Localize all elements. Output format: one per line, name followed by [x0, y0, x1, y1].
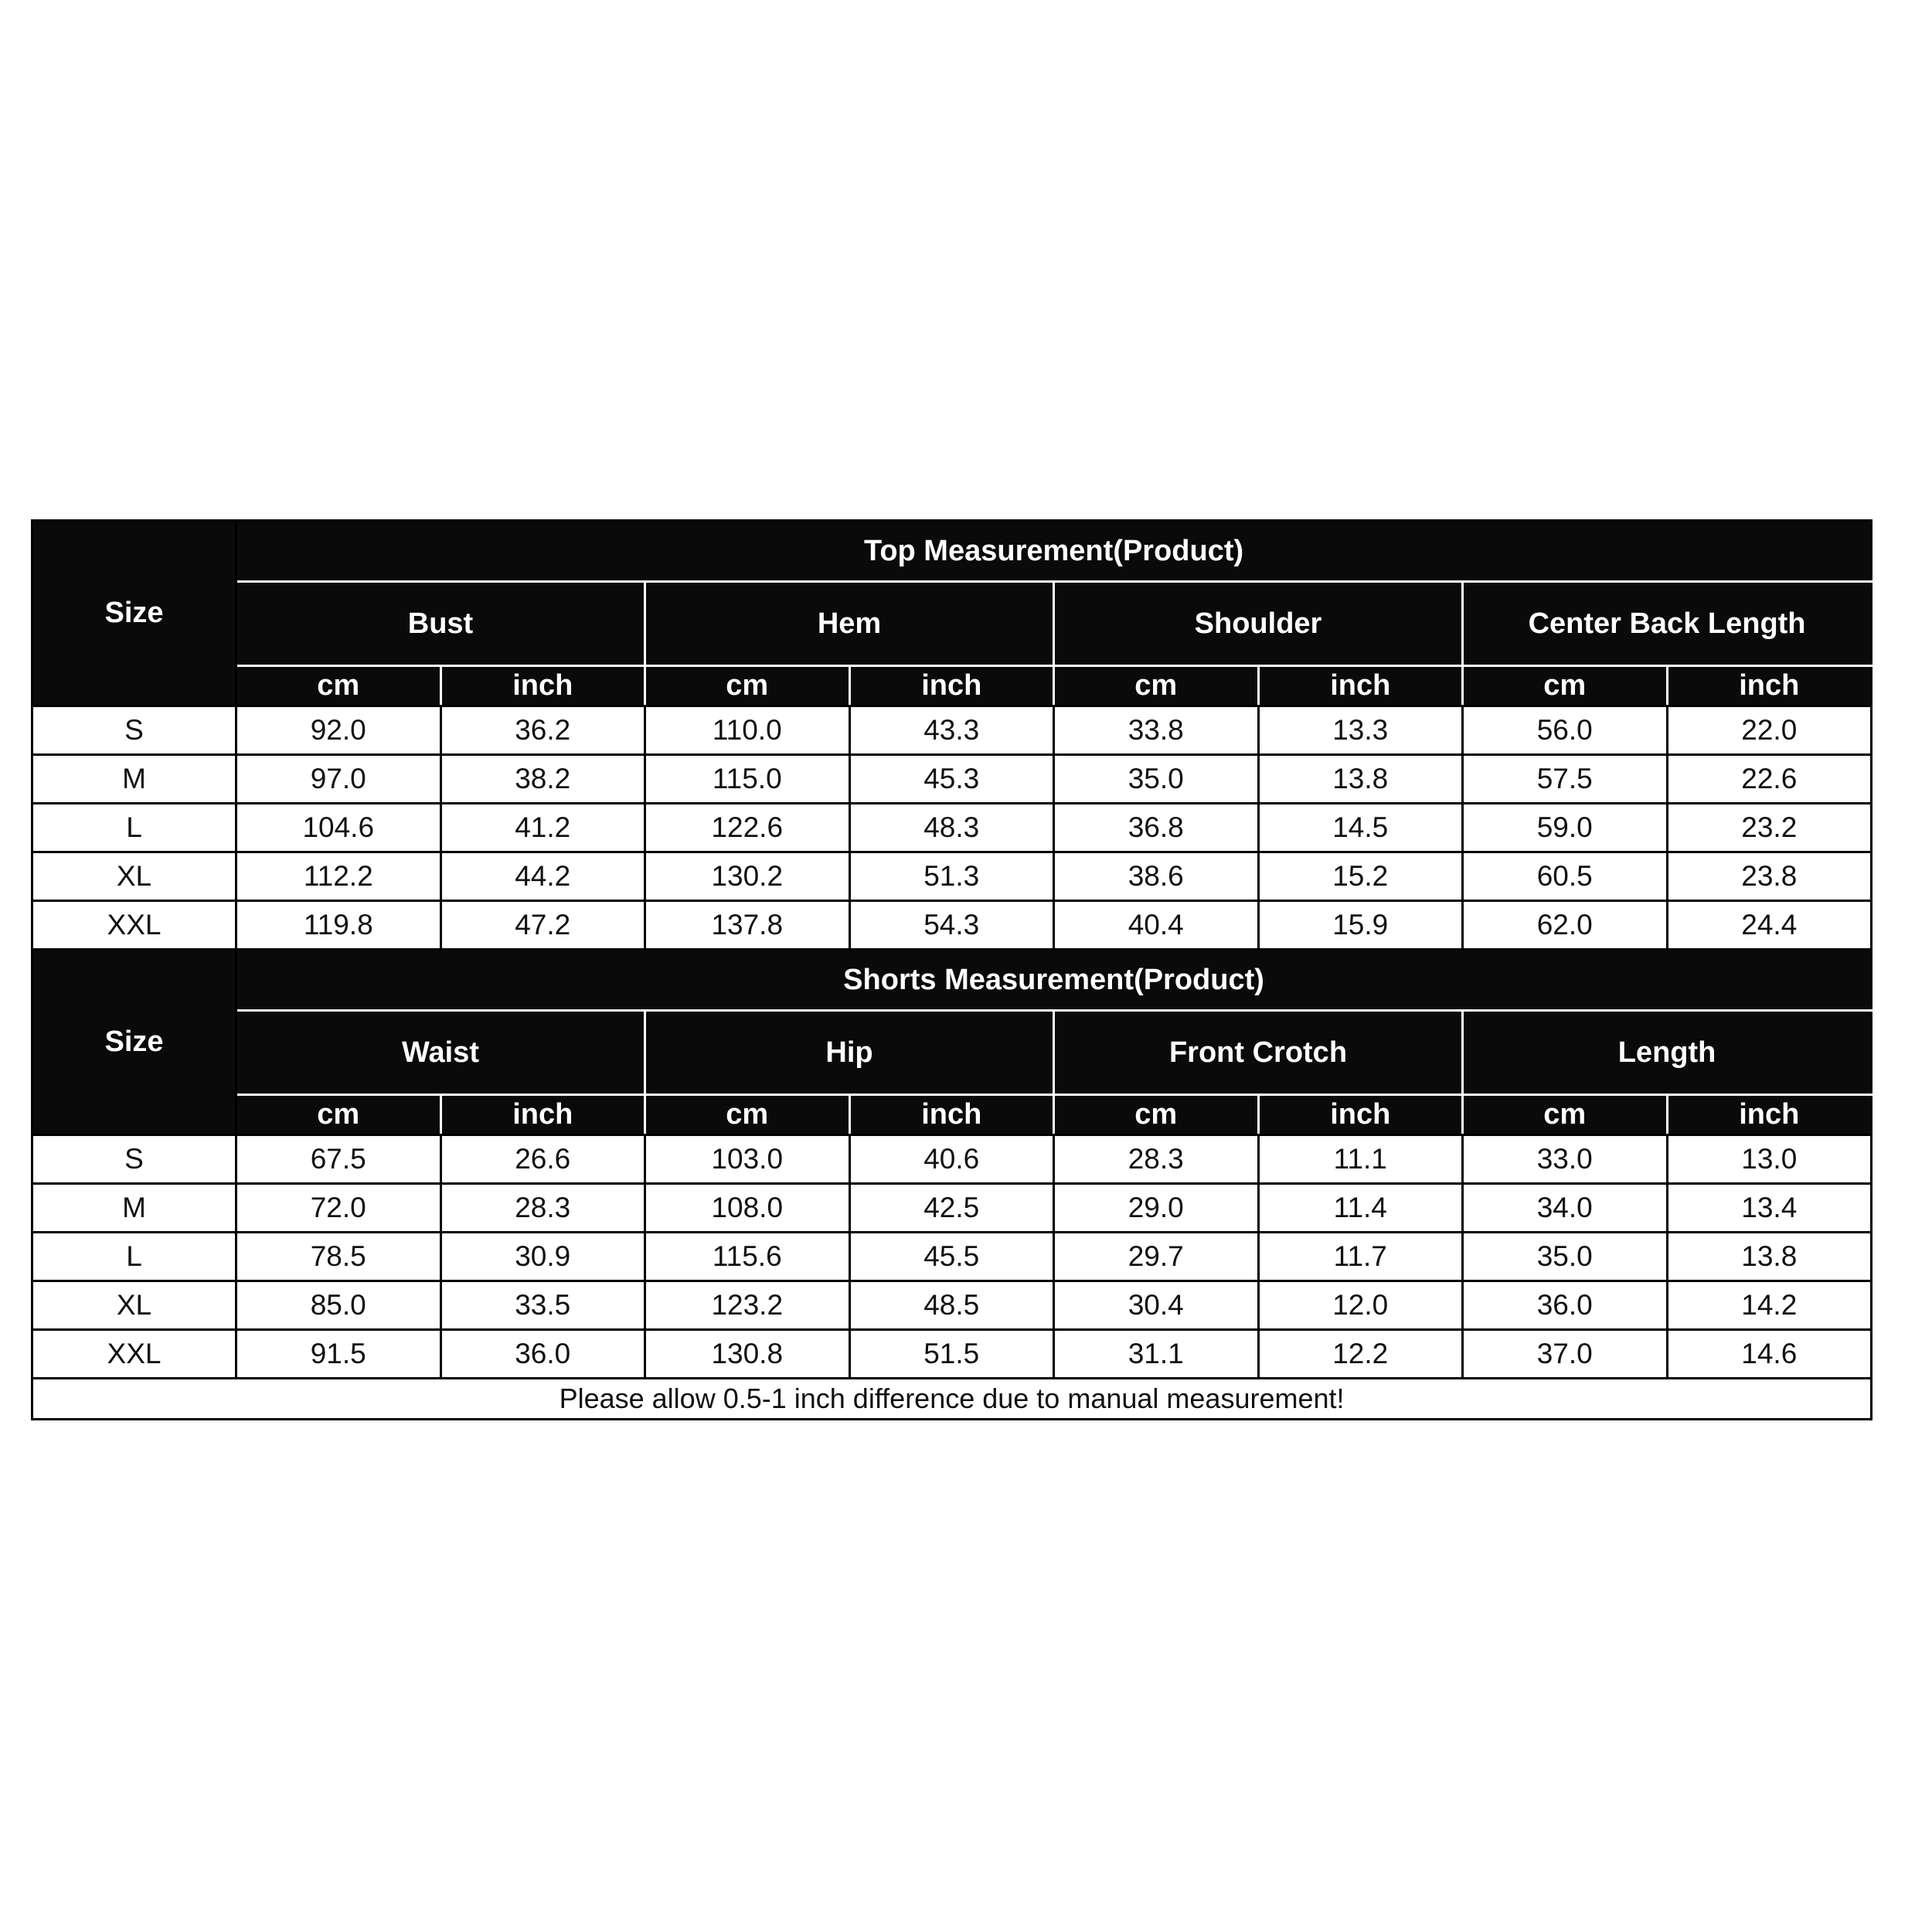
value-cell: 15.2 — [1258, 852, 1463, 901]
value-cell: 45.3 — [849, 755, 1054, 804]
value-cell: 26.6 — [440, 1135, 645, 1184]
value-cell: 36.2 — [440, 706, 645, 755]
size-cell: M — [32, 1184, 236, 1233]
shorts-group-row — [32, 1011, 1872, 1095]
value-cell: 14.2 — [1667, 1281, 1872, 1330]
value-cell: 72.0 — [236, 1184, 441, 1233]
value-cell: 137.8 — [645, 901, 850, 950]
value-cell: 122.6 — [645, 804, 850, 852]
value-cell: 62.0 — [1463, 901, 1668, 950]
value-cell: 40.6 — [849, 1135, 1054, 1184]
value-cell: 123.2 — [645, 1281, 850, 1330]
size-cell: S — [32, 706, 236, 755]
value-cell: 41.2 — [440, 804, 645, 852]
group-shoulder: Shoulder — [1054, 582, 1463, 666]
unit-cell: cm — [1463, 666, 1668, 706]
group-bust: Bust — [236, 582, 645, 666]
unit-cell: inch — [1258, 1095, 1463, 1135]
value-cell: 119.8 — [236, 901, 441, 950]
size-cell: L — [32, 804, 236, 852]
shorts-title-row — [32, 950, 1872, 1011]
value-cell: 29.7 — [1054, 1233, 1259, 1281]
value-cell: 104.6 — [236, 804, 441, 852]
table-row — [32, 1135, 1872, 1184]
value-cell: 130.8 — [645, 1330, 850, 1379]
value-cell: 35.0 — [1054, 755, 1259, 804]
value-cell: 48.3 — [849, 804, 1054, 852]
unit-cell: inch — [440, 666, 645, 706]
value-cell: 115.6 — [645, 1233, 850, 1281]
group-hem: Hem — [645, 582, 1054, 666]
table-row — [32, 755, 1872, 804]
value-cell: 33.5 — [440, 1281, 645, 1330]
value-cell: 40.4 — [1054, 901, 1259, 950]
value-cell: 36.0 — [440, 1330, 645, 1379]
group-front-crotch: Front Crotch — [1054, 1011, 1463, 1095]
value-cell: 36.0 — [1463, 1281, 1668, 1330]
value-cell: 91.5 — [236, 1330, 441, 1379]
unit-cell: inch — [1667, 666, 1872, 706]
value-cell: 14.6 — [1667, 1330, 1872, 1379]
value-cell: 60.5 — [1463, 852, 1668, 901]
shorts-unit-row — [32, 1095, 1872, 1135]
value-cell: 13.0 — [1667, 1135, 1872, 1184]
value-cell: 130.2 — [645, 852, 850, 901]
shorts-section — [32, 950, 1872, 1420]
size-cell: S — [32, 1135, 236, 1184]
unit-cell: inch — [849, 1095, 1054, 1135]
value-cell: 38.6 — [1054, 852, 1259, 901]
table-row — [32, 804, 1872, 852]
value-cell: 15.9 — [1258, 901, 1463, 950]
value-cell: 31.1 — [1054, 1330, 1259, 1379]
unit-cell: inch — [440, 1095, 645, 1135]
value-cell: 34.0 — [1463, 1184, 1668, 1233]
value-cell: 110.0 — [645, 706, 850, 755]
value-cell: 22.6 — [1667, 755, 1872, 804]
unit-cell: cm — [645, 666, 850, 706]
value-cell: 33.8 — [1054, 706, 1259, 755]
value-cell: 44.2 — [440, 852, 645, 901]
value-cell: 24.4 — [1667, 901, 1872, 950]
value-cell: 13.8 — [1667, 1233, 1872, 1281]
value-cell: 22.0 — [1667, 706, 1872, 755]
top-unit-row — [32, 666, 1872, 706]
value-cell: 97.0 — [236, 755, 441, 804]
table-row — [32, 852, 1872, 901]
unit-cell: inch — [1258, 666, 1463, 706]
value-cell: 23.8 — [1667, 852, 1872, 901]
value-cell: 56.0 — [1463, 706, 1668, 755]
value-cell: 54.3 — [849, 901, 1054, 950]
value-cell: 115.0 — [645, 755, 850, 804]
value-cell: 47.2 — [440, 901, 645, 950]
value-cell: 108.0 — [645, 1184, 850, 1233]
shorts-size-header: Size — [32, 950, 236, 1135]
value-cell: 85.0 — [236, 1281, 441, 1330]
table-row — [32, 1184, 1872, 1233]
top-title-row — [32, 521, 1872, 582]
size-chart-table — [31, 519, 1872, 1420]
value-cell: 42.5 — [849, 1184, 1054, 1233]
table-row — [32, 1233, 1872, 1281]
value-cell: 67.5 — [236, 1135, 441, 1184]
value-cell: 59.0 — [1463, 804, 1668, 852]
value-cell: 103.0 — [645, 1135, 850, 1184]
value-cell: 13.8 — [1258, 755, 1463, 804]
value-cell: 33.0 — [1463, 1135, 1668, 1184]
size-cell: M — [32, 755, 236, 804]
shorts-section-title: Shorts Measurement(Product) — [236, 950, 1872, 1011]
size-cell: XL — [32, 1281, 236, 1330]
size-cell: XXL — [32, 1330, 236, 1379]
size-cell: L — [32, 1233, 236, 1281]
group-center-back-length: Center Back Length — [1463, 582, 1872, 666]
value-cell: 37.0 — [1463, 1330, 1668, 1379]
value-cell: 57.5 — [1463, 755, 1668, 804]
value-cell: 13.4 — [1667, 1184, 1872, 1233]
unit-cell: cm — [1054, 666, 1259, 706]
top-size-header: Size — [32, 521, 236, 706]
value-cell: 48.5 — [849, 1281, 1054, 1330]
value-cell: 11.7 — [1258, 1233, 1463, 1281]
value-cell: 43.3 — [849, 706, 1054, 755]
value-cell: 112.2 — [236, 852, 441, 901]
value-cell: 38.2 — [440, 755, 645, 804]
value-cell: 92.0 — [236, 706, 441, 755]
table-row — [32, 901, 1872, 950]
group-length: Length — [1463, 1011, 1872, 1095]
unit-cell: cm — [1463, 1095, 1668, 1135]
value-cell: 11.1 — [1258, 1135, 1463, 1184]
value-cell: 13.3 — [1258, 706, 1463, 755]
measurement-note: Please allow 0.5-1 inch difference due to manual measurement! — [32, 1379, 1872, 1420]
value-cell: 14.5 — [1258, 804, 1463, 852]
value-cell: 28.3 — [440, 1184, 645, 1233]
value-cell: 36.8 — [1054, 804, 1259, 852]
value-cell: 28.3 — [1054, 1135, 1259, 1184]
size-cell: XL — [32, 852, 236, 901]
unit-cell: cm — [236, 1095, 441, 1135]
table-row — [32, 706, 1872, 755]
value-cell: 11.4 — [1258, 1184, 1463, 1233]
value-cell: 29.0 — [1054, 1184, 1259, 1233]
size-cell: XXL — [32, 901, 236, 950]
note-row — [32, 1379, 1872, 1420]
unit-cell: cm — [1054, 1095, 1259, 1135]
group-hip: Hip — [645, 1011, 1054, 1095]
value-cell: 30.4 — [1054, 1281, 1259, 1330]
top-group-row — [32, 582, 1872, 666]
value-cell: 12.2 — [1258, 1330, 1463, 1379]
value-cell: 12.0 — [1258, 1281, 1463, 1330]
table-row — [32, 1281, 1872, 1330]
unit-cell: inch — [1667, 1095, 1872, 1135]
unit-cell: cm — [645, 1095, 850, 1135]
unit-cell: inch — [849, 666, 1054, 706]
unit-cell: cm — [236, 666, 441, 706]
top-section-title: Top Measurement(Product) — [236, 521, 1872, 582]
value-cell: 35.0 — [1463, 1233, 1668, 1281]
group-waist: Waist — [236, 1011, 645, 1095]
top-section — [32, 521, 1872, 950]
value-cell: 78.5 — [236, 1233, 441, 1281]
table-row — [32, 1330, 1872, 1379]
value-cell: 45.5 — [849, 1233, 1054, 1281]
value-cell: 23.2 — [1667, 804, 1872, 852]
value-cell: 30.9 — [440, 1233, 645, 1281]
value-cell: 51.5 — [849, 1330, 1054, 1379]
value-cell: 51.3 — [849, 852, 1054, 901]
